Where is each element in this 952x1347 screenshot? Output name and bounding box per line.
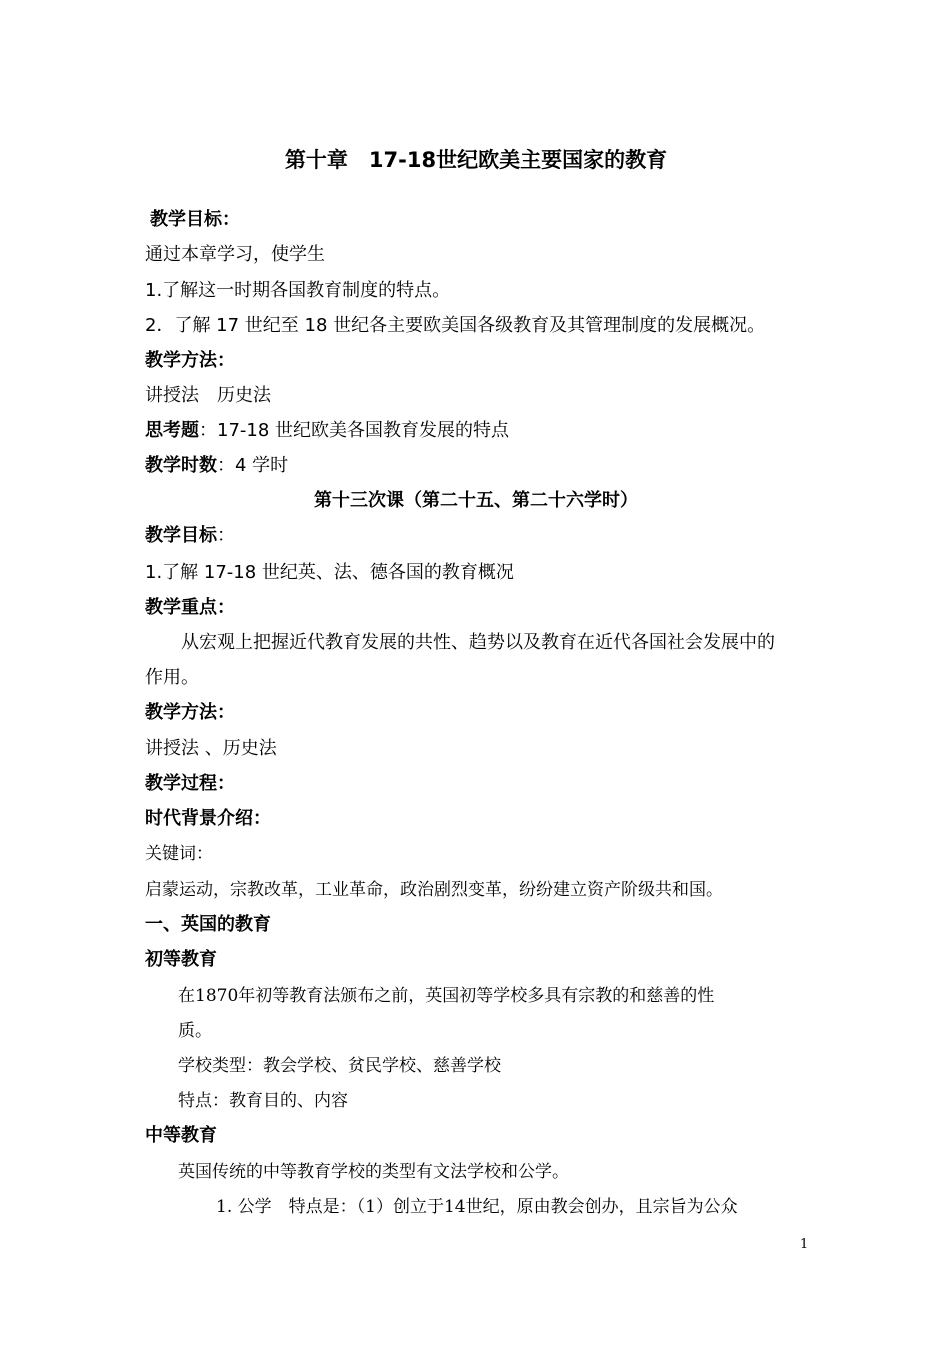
primary-education-text: 在1870年初等教育法颁布之前，英国初等学校多具有宗教的和慈善的性 [178,986,715,1006]
lesson-objectives-label: 教学目标 [145,525,217,546]
thinking-label: 思考题 [145,420,199,441]
page-number: 1 [800,1237,809,1252]
school-types: 学校类型：教会学校、贫民学校、慈善学校 [178,1056,501,1076]
key-points-heading: 教学重点： [145,597,235,618]
secondary-education-heading: 中等教育 [145,1125,217,1146]
keywords-text: 启蒙运动，宗教改革，工业革命，政治剧烈变革，纷纷建立资产阶级共和国。 [145,880,723,900]
lesson-objectives-colon: ： [217,525,235,546]
primary-education-text-cont: 质。 [178,1021,212,1041]
chapter-title: 第十章 17-18世纪欧美主要国家的教育 [284,148,668,172]
objective-item: 1.了解这一时期各国教育制度的特点。 [145,280,451,301]
objectives-heading: 教学目标： [150,209,240,230]
lesson-methods-text: 讲授法 、历史法 [145,738,277,759]
keywords-label: 关键词： [145,844,213,864]
secondary-education-text: 英国传统的中等教育学校的类型有文法学校和公学。 [178,1162,569,1182]
process-heading: 教学过程： [145,773,235,794]
public-school-text: 1. 公学 特点是：（1）创立于14世纪，原由教会创办，且宗旨为公众 [216,1197,738,1217]
lesson-objectives-heading [145,524,235,548]
key-points-text-cont: 作用。 [145,667,199,688]
teaching-hours [145,454,288,478]
hours-text: ：4 学时 [217,455,289,476]
objective-item: 2．了解 17 世纪至 18 世纪各主要欧美国各级教育及其管理制度的发展概况。 [145,315,766,336]
lesson-methods-heading: 教学方法： [145,702,235,723]
features: 特点：教育目的、内容 [178,1091,348,1111]
lesson-heading: 第十三次课（第二十五、第二十六学时） [314,490,638,511]
primary-education-heading: 初等教育 [145,949,217,970]
key-points-text: 从宏观上把握近代教育发展的共性、趋势以及教育在近代各国社会发展中的 [181,632,775,653]
thinking-question [145,419,509,443]
thinking-text: ：17-18 世纪欧美各国教育发展的特点 [199,420,510,441]
methods-text: 讲授法 历史法 [145,385,271,406]
england-heading: 一、英国的教育 [145,914,271,935]
background-heading: 时代背景介绍： [145,808,271,829]
methods-heading: 教学方法： [145,350,235,371]
lesson-objective-item: 1.了解 17-18 世纪英、法、德各国的教育概况 [145,562,514,583]
hours-label: 教学时数 [145,455,217,476]
objectives-intro: 通过本章学习，使学生 [145,244,325,265]
